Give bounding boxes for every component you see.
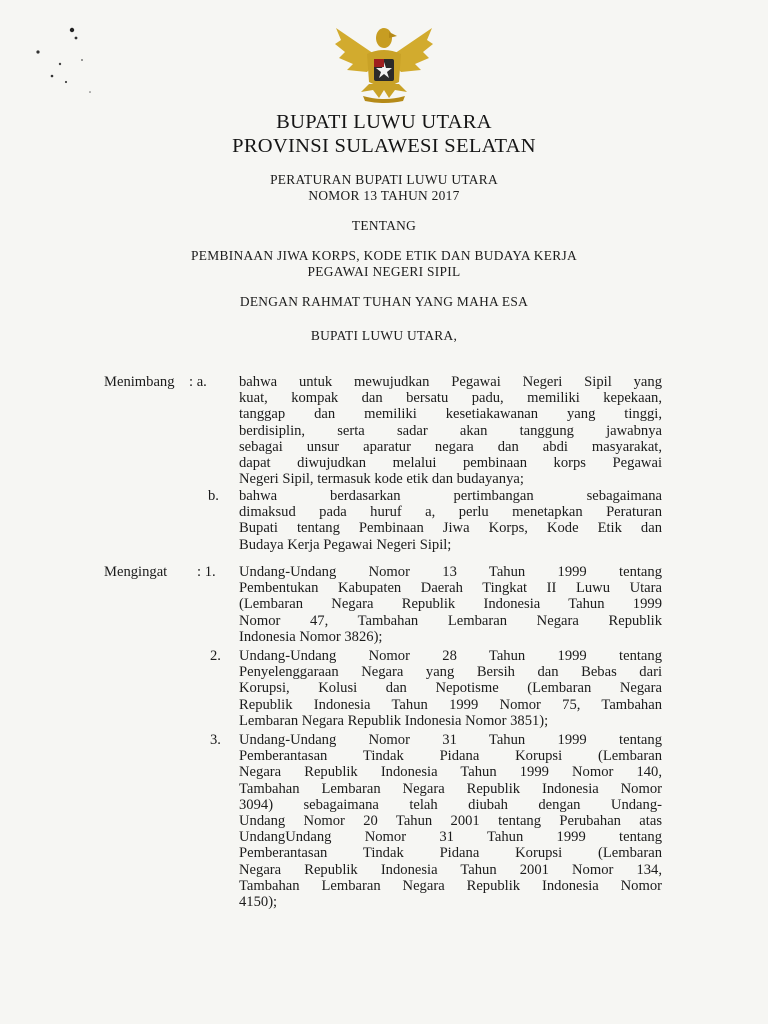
text-line: Lembaran Negara Republik Indonesia Nomor 3851);: [239, 712, 549, 729]
item-marker: : 1.: [197, 564, 216, 580]
title-line-1: BUPATI LUWU UTARA: [276, 111, 492, 133]
text-line: Penyelenggaraan Negara yang Bersih dan Bebas dari: [239, 664, 662, 681]
mengingat-item-2: [239, 648, 662, 729]
text-line: Undang-Undang Nomor 31 Tahun 1999 tentang: [239, 732, 662, 748]
menimbang-item-b: [239, 488, 662, 553]
title-line-2: PROVINSI SULAWESI SELATAN: [232, 135, 536, 157]
text-line: bahwa berdasarkan pertimbangan sebagaimana: [239, 488, 662, 504]
scan-specks: [30, 20, 100, 100]
text-line: bahwa untuk mewujudkan Pegawai Negeri Sipil yang: [239, 374, 662, 390]
text-line: Tambahan Lembaran Negara Republik Indonesia Nomor: [239, 780, 662, 797]
regulation-title: PERATURAN BUPATI LUWU UTARA: [270, 172, 498, 187]
text-line: Tambahan Lembaran Negara Republik Indonesia Nomor: [239, 877, 662, 894]
text-line: Pemberantasan Tindak Pidana Korupsi (Lembaran: [239, 845, 662, 862]
subject-line-2: PEGAWAI NEGERI SIPIL: [307, 264, 461, 279]
text-line: Korupsi, Kolusi dan Nepotisme (Lembaran Negara: [239, 680, 662, 697]
text-line: Pemberantasan Tindak Pidana Korupsi (Lembaran: [239, 748, 662, 765]
mengingat-label: Mengingat: [104, 564, 168, 580]
text-line: dimaksud pada huruf a, perlu menetapkan Peraturan: [239, 504, 662, 521]
mengingat-item-3: [239, 732, 662, 910]
text-line: Republik Indonesia Tahun 1999 Nomor 75, Tambahan: [239, 696, 662, 713]
text-line: Undang-Undang Nomor 13 Tahun 1999 tentang: [239, 564, 662, 580]
blessing-line: DENGAN RAHMAT TUHAN YANG MAHA ESA: [239, 294, 529, 309]
item-marker: 3.: [210, 732, 221, 748]
item-marker: b.: [208, 488, 219, 504]
text-line: Indonesia Nomor 3826);: [239, 628, 383, 645]
menimbang-label: Menimbang: [104, 374, 175, 390]
text-line: Negara Republik Indonesia Tahun 2001 Nomor 134,: [239, 861, 662, 878]
text-line: Nomor 47, Tambahan Lembaran Negara Republik: [239, 612, 662, 629]
text-line: kuat, kompak dan bersatu padu, memiliki kepekaan,: [239, 390, 662, 407]
item-marker: 2.: [210, 648, 221, 664]
text-line: berdisiplin, serta sadar akan tanggung jawabnya: [239, 422, 662, 439]
garuda-emblem-icon: [333, 18, 435, 104]
authority-line: BUPATI LUWU UTARA,: [310, 328, 458, 343]
text-line: tanggap dan memiliki kesetiakawanan yang tinggi,: [239, 406, 662, 423]
text-line: 4150);: [239, 893, 278, 910]
text-line: UndangUndang Nomor 31 Tahun 1999 tentang: [239, 829, 662, 846]
text-line: 3094) sebagaimana telah diubah dengan Undang-: [239, 796, 662, 813]
about-heading: TENTANG: [351, 218, 417, 233]
subject-line-1: PEMBINAAN JIWA KORPS, KODE ETIK DAN BUDAYA KERJA: [191, 248, 577, 263]
text-line: Bupati tentang Pembinaan Jiwa Korps, Kode Etik dan: [239, 520, 662, 537]
text-line: Budaya Kerja Pegawai Negeri Sipil;: [239, 536, 452, 553]
text-line: (Lembaran Negara Republik Indonesia Tahun 1999: [239, 596, 662, 613]
text-line: Negara Republik Indonesia Tahun 1999 Nomor 140,: [239, 764, 662, 781]
text-line: Undang Nomor 20 Tahun 2001 tentang Perubahan atas: [239, 812, 662, 829]
text-line: Pembentukan Kabupaten Daerah Tingkat II Luwu Utara: [239, 580, 662, 597]
text-line: Undang-Undang Nomor 28 Tahun 1999 tentang: [239, 648, 662, 664]
regulation-number: NOMOR 13 TAHUN 2017: [308, 188, 460, 203]
menimbang-item-a: [239, 374, 662, 487]
text-line: dapat diwujudkan melalui pembinaan korps Pegawai: [239, 454, 662, 471]
mengingat-item-1: [239, 564, 662, 645]
text-line: sebagai unsur aparatur negara dan abdi masyarakat,: [239, 438, 662, 455]
item-marker: : a.: [189, 374, 207, 390]
text-line: Negeri Sipil, termasuk kode etik dan budayanya;: [239, 471, 524, 488]
